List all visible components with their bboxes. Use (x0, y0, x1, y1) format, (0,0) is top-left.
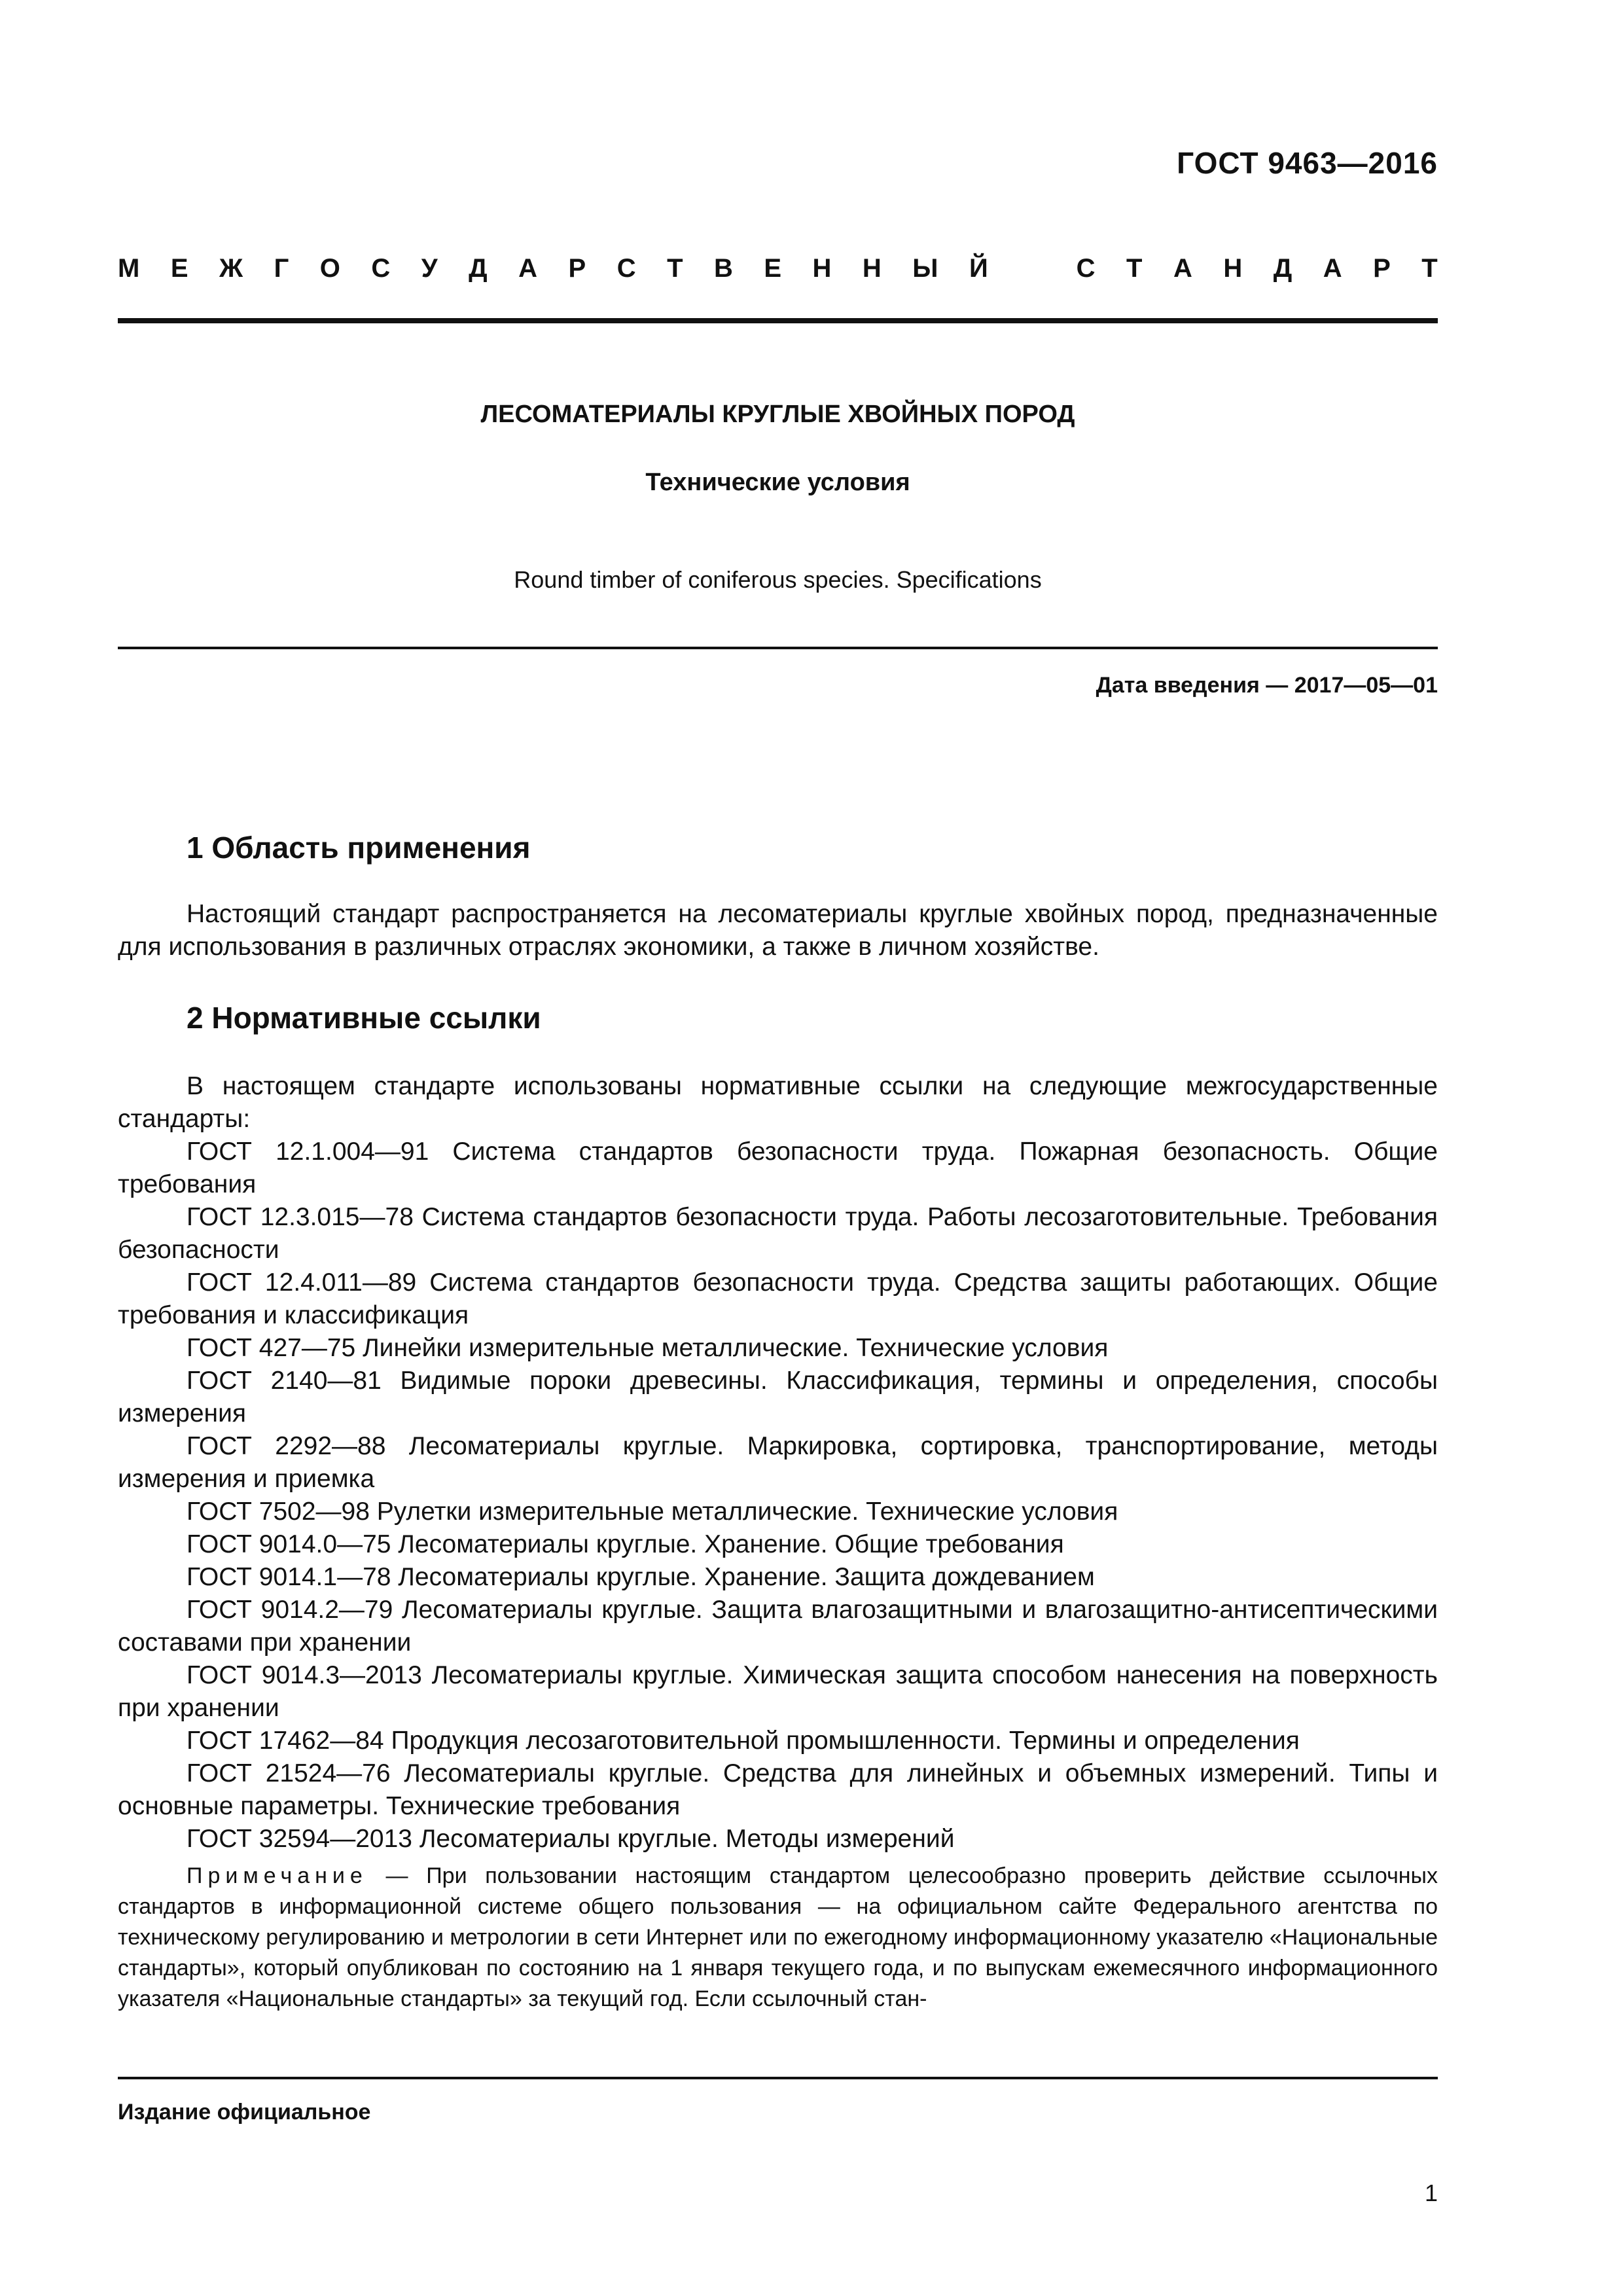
banner-letter: С (1076, 254, 1096, 283)
reference-item: ГОСТ 9014.2—79 Лесоматериалы круглые. Защита влагозащитными и влагозащитно-антисептическими составами при хранении (118, 1596, 1438, 1657)
header-divider (118, 318, 1438, 323)
title-divider (118, 647, 1438, 649)
note-label: Примечание (187, 1863, 368, 1888)
banner-letter: Ы (912, 254, 938, 283)
banner-letter: В (713, 254, 733, 283)
banner-letter: С (616, 254, 636, 283)
reference-item: ГОСТ 12.1.004—91 Система стандартов безопасности труда. Пожарная безопасность. Общие требования (118, 1138, 1438, 1198)
reference-item: ГОСТ 2140—81 Видимые пороки древесины. Классификация, термины и определения, способы измерения (118, 1367, 1438, 1427)
banner-letter: Р (568, 254, 586, 283)
reference-item: ГОСТ 12.4.011—89 Система стандартов безопасности труда. Средства защиты работающих. Общие требования и классификация (118, 1268, 1438, 1329)
reference-item: ГОСТ 21524—76 Лесоматериалы круглые. Средства для линейных и объемных измерений. Типы и основные параметры. Технические требования (118, 1759, 1438, 1820)
banner-letter: Т (667, 254, 683, 283)
interstate-standard-banner (118, 254, 1438, 283)
banner-letter: Д (1273, 254, 1293, 283)
document-title: ЛЕСОМАТЕРИАЛЫ КРУГЛЫЕ ХВОЙНЫХ ПОРОД (480, 401, 1075, 428)
banner-letter: С (371, 254, 391, 283)
banner-letter: А (518, 254, 538, 283)
reference-item: ГОСТ 32594—2013 Лесоматериалы круглые. Методы измерений (187, 1825, 955, 1853)
footer-divider (118, 2077, 1438, 2079)
standard-code: ГОСТ 9463—2016 (1177, 146, 1438, 180)
reference-item: ГОСТ 2292—88 Лесоматериалы круглые. Маркировка, сортировка, транспортирование, методы измерения и приемка (118, 1432, 1438, 1493)
reference-item: ГОСТ 12.3.015—78 Система стандартов безопасности труда. Работы лесозаготовительные. Требования безопасности (118, 1203, 1438, 1264)
official-edition-label: Издание официальное (118, 2100, 371, 2125)
banner-letter: А (1173, 254, 1192, 283)
reference-item: ГОСТ 9014.3—2013 Лесоматериалы круглые. Химическая защита способом нанесения на поверхность при хранении (118, 1661, 1438, 1722)
banner-letter: Т (1421, 254, 1438, 283)
banner-letter: Н (862, 254, 882, 283)
section-heading-scope: 1 Область применения (187, 831, 531, 865)
document-subtitle: Технические условия (645, 469, 910, 496)
banner-letter: М (118, 254, 140, 283)
banner-letter: А (1323, 254, 1342, 283)
banner-letter: Й (969, 254, 988, 283)
banner-letter: У (421, 254, 438, 283)
banner-letter: Е (764, 254, 782, 283)
page-number: 1 (1424, 2179, 1438, 2206)
banner-letter: О (319, 254, 340, 283)
banner-letter: Д (469, 254, 488, 283)
banner-letter: Н (812, 254, 832, 283)
english-title: Round timber of coniferous species. Specifications (514, 566, 1042, 593)
paragraph: Настоящий стандарт распространяется на лесоматериалы круглые хвойных пород, предназначенные для использования в различных отраслях экономики, а также в личном хозяйстве. (118, 900, 1438, 961)
section-heading-references: 2 Нормативные ссылки (187, 1001, 541, 1035)
banner-letter: Т (1126, 254, 1143, 283)
banner-letter: Н (1223, 254, 1243, 283)
reference-item: ГОСТ 9014.0—75 Лесоматериалы круглые. Хранение. Общие требования (187, 1530, 1064, 1558)
reference-item: ГОСТ 9014.1—78 Лесоматериалы круглые. Хранение. Защита дождеванием (187, 1563, 1095, 1591)
banner-word-gap (1019, 254, 1045, 283)
reference-item: ГОСТ 17462—84 Продукция лесозаготовительной промышленности. Термины и определения (187, 1727, 1300, 1755)
reference-item: ГОСТ 7502—98 Рулетки измерительные металлические. Технические условия (187, 1498, 1118, 1526)
introduction-date: Дата введения — 2017—05—01 (1096, 673, 1438, 698)
paragraph: В настоящем стандарте использованы нормативные ссылки на следующие межгосударственные стандарты: (118, 1072, 1438, 1133)
note-text: — При пользовании настоящим стандартом целесообразно проверить действие ссылочных стандартов в информационной системе общего пользования — на официальном сайте Федерального агентства по техническому регулированию и метрологии в сети Интернет или по ежегодному информационному указателю «Национальные стандарты», который опубликован по состоянию на 1 января текущего года, и по выпускам ежемесячного информационного указателя «Национальные стандарты» за текущий год. Если ссылочный стан- (118, 1863, 1438, 2011)
section-body-references (118, 1070, 1438, 1856)
banner-letter: Ж (219, 254, 243, 283)
reference-item: ГОСТ 427—75 Линейки измерительные металлические. Технические условия (187, 1334, 1109, 1362)
section-body-scope (118, 898, 1438, 963)
note-paragraph (118, 1861, 1438, 2015)
banner-letter: Г (274, 254, 289, 283)
banner-letter: Е (170, 254, 188, 283)
banner-letter: Р (1373, 254, 1391, 283)
